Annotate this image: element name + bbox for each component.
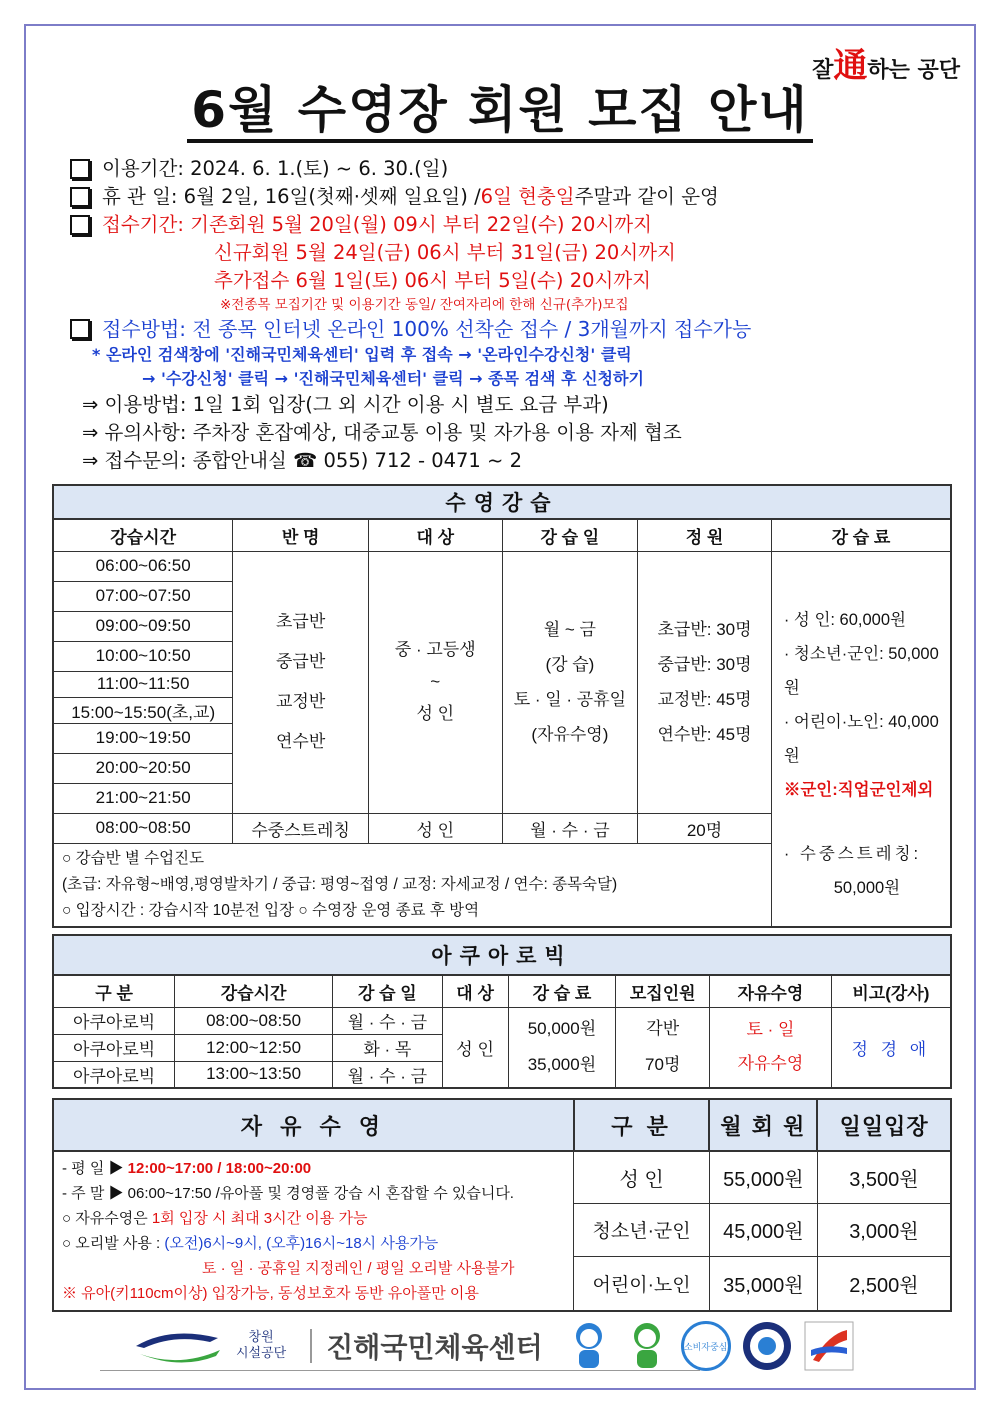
class-name: 연수반: [275, 732, 326, 751]
info-caution: [70, 419, 950, 447]
aqua-col: 대 상: [442, 975, 508, 1007]
consumer-badge-text: 소비자중심: [683, 1342, 728, 1353]
rule-b: 1회 입장 시 최대 3시간 이용 가능: [151, 1210, 368, 1227]
mascot-icon: [565, 1320, 613, 1372]
info-reg: [70, 211, 950, 239]
fee-stretch-value: 50,000원: [833, 878, 901, 897]
quota-line: 중급반: 30명: [657, 655, 752, 674]
page-title: [0, 70, 1000, 142]
fee-line: · 어린이·노인: 40,000원: [783, 712, 939, 765]
free-notes: [53, 1151, 574, 1311]
days-cell: [502, 551, 638, 813]
free-col: 일일입장: [817, 1099, 951, 1151]
fee-line: · 청소년·군인: 50,000원: [783, 644, 939, 697]
reg-note: ※전종목 모집기간 및 이용기간 동일/ 잔여자리에 한해 신규(추가)모집: [220, 297, 629, 313]
class-name: 초급반: [275, 612, 326, 631]
aqua-fee-1: 50,000원: [527, 1019, 597, 1039]
target-a: 중 · 고등생: [394, 640, 476, 659]
fee-cell: [771, 551, 951, 927]
swim-notes: [53, 843, 771, 927]
aqua-days: 월 · 수 · 금: [332, 1061, 442, 1088]
swim-table: [52, 484, 952, 928]
col-class: 반 명: [233, 519, 369, 551]
lane-line: [62, 1231, 565, 1256]
aqua-quota-1: 각반: [646, 1019, 680, 1039]
slogan-post: 하는 공단: [867, 58, 960, 83]
rule-a: ○ 자유수영은: [62, 1210, 152, 1227]
checkbox-icon: [70, 187, 90, 207]
footer-divider: [310, 1329, 312, 1363]
aqua-quota: [616, 1007, 710, 1088]
reg-text-1: 접수기간: 기존회원 5월 20일(월) 09시 부터 22일(수) 20시까지: [102, 213, 652, 236]
period-text: 이용기간: 2024. 6. 1.(토) ~ 6. 30.(일): [102, 157, 449, 180]
info-use: [70, 391, 950, 419]
days-line: 토 · 일 · 공휴일: [513, 690, 627, 709]
rule-line: [62, 1206, 565, 1231]
holiday-highlight: 6일 현충일: [480, 185, 575, 208]
aqua-col: 강 습 일: [332, 975, 442, 1007]
holiday-tail: 주말과 같이 운영: [574, 185, 719, 208]
slogan-big: 通: [833, 46, 868, 86]
stretch-target: 성 인: [368, 813, 502, 843]
info-period: [70, 155, 950, 183]
checkbox-icon: [70, 159, 90, 179]
use-text: ⇒ 이용방법: 1일 1회 입장(그 외 시간 이용 시 별도 요금 부과): [82, 393, 609, 416]
free-col: 월 회 원: [709, 1099, 817, 1151]
info-method-note2: [70, 367, 950, 391]
info-method-note1: [70, 343, 950, 367]
certification-icon: [741, 1320, 793, 1372]
aqua-target: 성 인: [442, 1007, 508, 1088]
col-target: 대 상: [368, 519, 502, 551]
time-cell: 07:00~07:50: [53, 581, 233, 611]
target-c: 성 인: [416, 704, 455, 723]
col-fee: 강 습 료: [771, 519, 951, 551]
fee-stretch: · 수중스트레칭:: [783, 844, 922, 863]
aqua-time: 13:00~13:50: [175, 1061, 333, 1088]
info-holiday: [70, 183, 950, 211]
free-heading: 자 유 수 영: [53, 1099, 574, 1151]
method-note-1: * 온라인 검색창에 '진해국민체육센터' 입력 후 접속 → '온라인수강신청' 클릭: [92, 345, 632, 364]
info-reg3: [70, 267, 950, 295]
method-text: 접수방법: 전 종목 인터넷 온라인 100% 선착순 접수 / 3개월까지 접수가능: [102, 317, 752, 341]
aqua-quota-2: 70명: [645, 1055, 681, 1075]
kids-line: ※ 유아(키110cm이상) 입장가능, 동성보호자 동반 유아풀만 이용: [62, 1285, 479, 1302]
weekday-time: 12:00~17:00 / 18:00~20:00: [127, 1160, 312, 1177]
days-line: (자유수영): [531, 725, 609, 744]
time-cell: 06:00~06:50: [53, 551, 233, 581]
info-inquiry: [70, 447, 950, 475]
progress-text: (초급: 자유형~배영,평영발차기 / 중급: 평영~접영 / 교정: 자세교정 / 연수: 종목숙달): [62, 875, 618, 893]
col-days: 강 습 일: [502, 519, 638, 551]
aqua-col: 모집인원: [616, 975, 710, 1007]
stretch-name: 수중스트레칭: [233, 813, 369, 843]
progress-title: ○ 강습반 별 수업진도: [62, 849, 205, 867]
aqua-time: 08:00~08:50: [175, 1007, 333, 1034]
info-reg2: [70, 239, 950, 267]
aqua-col: 구 분: [53, 975, 175, 1007]
class-name: 교정반: [275, 692, 326, 711]
holiday-text: 휴 관 일: 6월 2일, 16일(첫째·셋째 일요일) /: [102, 185, 481, 208]
lane-c: 토 · 일 · 공휴일 지정레인 / 평일 오리발 사용불가: [202, 1260, 515, 1277]
fee-note: ※군인:직업군인제외: [783, 780, 934, 799]
aqua-free-1: 토 · 일: [746, 1020, 795, 1040]
aqua-free: [710, 1007, 832, 1088]
consumer-badge: [681, 1321, 731, 1371]
lane-b: (오전)6시~9시, (오후)16시~18시 사용가능: [164, 1235, 439, 1252]
free-type: 성 인: [574, 1151, 710, 1204]
stretch-time: 08:00~08:50: [53, 813, 233, 843]
aqua-time: 12:00~12:50: [175, 1034, 333, 1061]
stretch-quota: 20명: [638, 813, 772, 843]
time-cell: 11:00~11:50: [53, 671, 233, 697]
checkbox-icon: [70, 319, 90, 339]
weekday-label: - 평 일 ▶: [62, 1160, 128, 1177]
org-name: 창원 시설공단: [236, 1330, 287, 1361]
free-col: 구 분: [574, 1099, 710, 1151]
fee-line: · 성 인: 60,000원: [783, 610, 906, 629]
class-cell: [233, 551, 369, 813]
free-daily: 3,000원: [817, 1204, 951, 1257]
aqua-days: 화 · 목: [332, 1034, 442, 1061]
quota-line: 초급반: 30명: [657, 620, 752, 639]
aqua-heading: 아쿠아로빅: [53, 935, 951, 975]
aqua-fee: [508, 1007, 616, 1088]
free-type: 어린이·노인: [574, 1256, 710, 1311]
award-icon: [803, 1320, 855, 1372]
weekday-line: [62, 1156, 565, 1181]
aqua-days: 월 · 수 · 금: [332, 1007, 442, 1034]
days-line: (강 습): [545, 655, 595, 674]
reg-text-2: 신규회원 5월 24일(금) 06시 부터 31일(금) 20시까지: [214, 241, 676, 264]
reg-text-3: 추가접수 6월 1일(토) 06시 부터 5일(수) 20시까지: [214, 269, 652, 292]
aqua-fee-2: 35,000원: [527, 1055, 597, 1075]
time-cell: 20:00~20:50: [53, 753, 233, 783]
time-cell: 15:00~15:50(초,교): [53, 697, 233, 723]
aqua-col: 강습시간: [175, 975, 333, 1007]
stretch-days: 월 · 수 · 금: [502, 813, 638, 843]
time-cell: 21:00~21:50: [53, 783, 233, 813]
quota-cell: [638, 551, 772, 813]
inquiry-text: ⇒ 접수문의: 종합안내실 ☎ 055) 712 - 0471 ~ 2: [82, 449, 522, 472]
info-method: [70, 315, 950, 343]
org-logo-icon: [130, 1324, 226, 1368]
free-daily: 3,500원: [817, 1151, 951, 1204]
checkbox-icon: [70, 215, 90, 235]
aqua-name: 아쿠아로빅: [53, 1007, 175, 1034]
col-quota: 정 원: [638, 519, 772, 551]
days-line: 월 ~ 금: [543, 620, 596, 639]
center-name: 진해국민체육센터: [326, 1331, 543, 1364]
col-time: 강습시간: [53, 519, 233, 551]
aqua-col: 강 습 료: [508, 975, 616, 1007]
time-cell: 19:00~19:50: [53, 723, 233, 753]
target-cell: [368, 551, 502, 813]
slogan-pre: 잘: [812, 58, 834, 83]
entry-text: ○ 입장시간 : 강습시작 10분전 입장 ○ 수영장 운영 종료 후 방역: [62, 901, 480, 919]
aqua-name: 아쿠아로빅: [53, 1061, 175, 1088]
aqua-name: 아쿠아로빅: [53, 1034, 175, 1061]
weekend-line: - 주 말 ▶ 06:00~17:50 /유아풀 및 경영풀 강습 시 혼잡할 수 있습니다.: [62, 1185, 514, 1202]
time-cell: 09:00~09:50: [53, 611, 233, 641]
footer-line: [100, 1370, 700, 1371]
free-monthly: 55,000원: [709, 1151, 817, 1204]
free-table: [52, 1098, 952, 1312]
aqua-instructor: 정 경 애: [831, 1007, 951, 1088]
target-b: ~: [430, 672, 441, 691]
free-monthly: 45,000원: [709, 1204, 817, 1257]
swim-heading: 수영강습: [53, 485, 951, 519]
info-reg-note: [70, 295, 950, 315]
free-monthly: 35,000원: [709, 1256, 817, 1311]
aqua-col: 비고(강사): [831, 975, 951, 1007]
caution-text: ⇒ 유의사항: 주차장 혼잡예상, 대중교통 이용 및 자가용 이용 자제 협조: [82, 421, 682, 444]
quota-line: 교정반: 45명: [657, 690, 752, 709]
lane-a: ○ 오리발 사용 :: [62, 1235, 165, 1252]
info-section: [70, 155, 950, 475]
time-cell: 10:00~10:50: [53, 641, 233, 671]
free-daily: 2,500원: [817, 1256, 951, 1311]
method-note-2: → '수강신청' 클릭 → '진해국민체육센터' 클릭 → 종목 검색 후 신청하기: [142, 369, 644, 388]
free-type: 청소년·군인: [574, 1204, 710, 1257]
class-name: 중급반: [275, 652, 326, 671]
aqua-table: [52, 934, 952, 1089]
page-title-text: 6월 수영장 회원 모집 안내: [187, 81, 812, 143]
quota-line: 연수반: 45명: [657, 725, 752, 744]
aqua-col: 자유수영: [710, 975, 832, 1007]
aqua-free-2: 자유수영: [737, 1054, 804, 1074]
mascot-green-icon: [623, 1320, 671, 1372]
footer: [130, 1318, 880, 1374]
